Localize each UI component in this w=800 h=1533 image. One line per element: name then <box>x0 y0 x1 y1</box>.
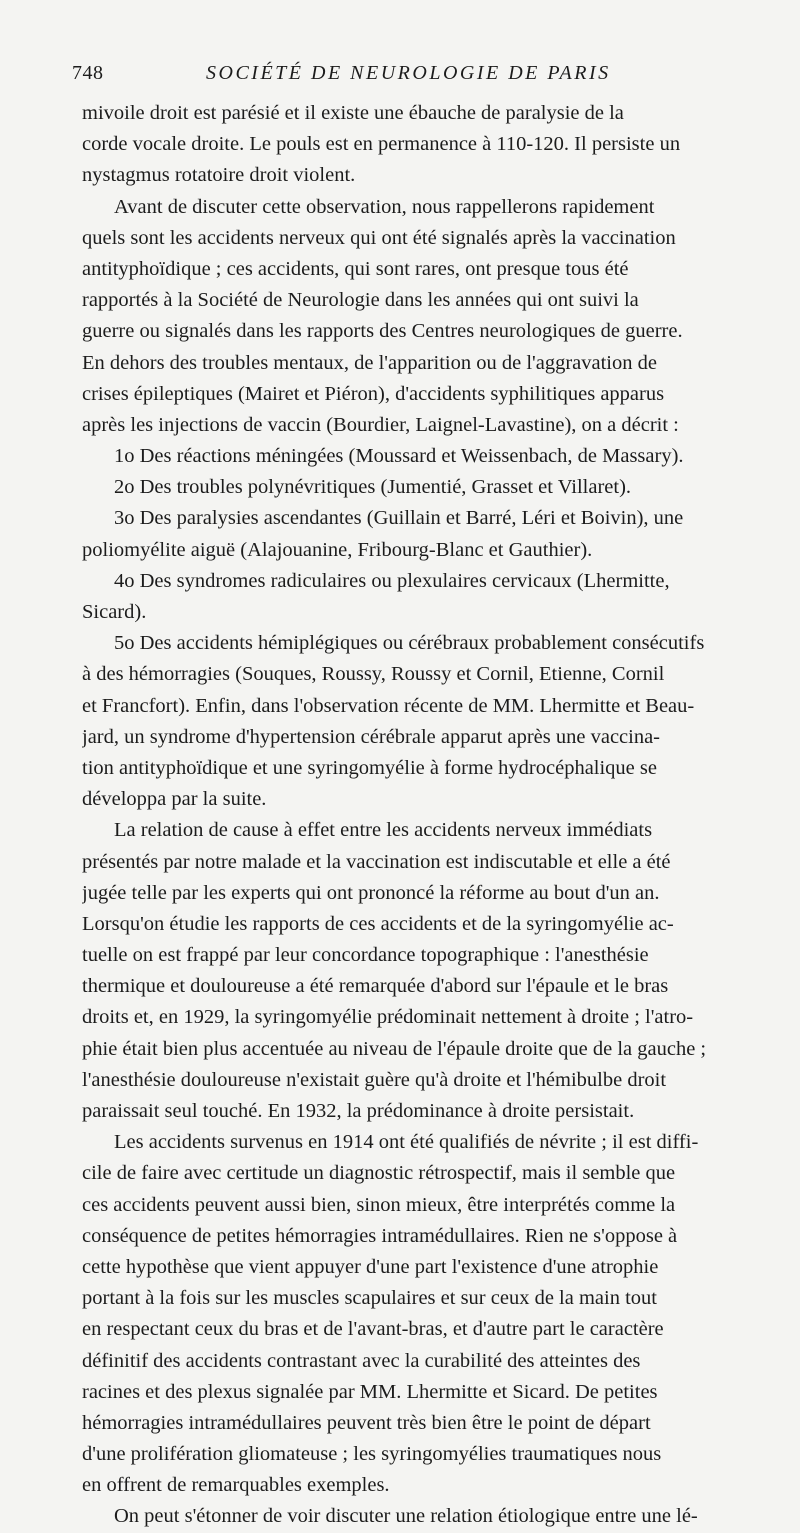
text-line: définitif des accidents contrastant avec la curabilité des atteintes des <box>82 1349 641 1372</box>
text-line: 4o Des syndromes radiculaires ou plexulaires cervicaux (Lhermitte, <box>114 569 670 592</box>
text-line: à des hémorragies (Souques, Roussy, Roussy et Cornil, Etienne, Cornil <box>82 663 665 686</box>
text-line: en respectant ceux du bras et de l'avant-bras, et d'autre part le caractère <box>82 1318 664 1341</box>
text-line: tuelle on est frappé par leur concordance topographique : l'anesthésie <box>82 944 649 967</box>
text-line: nystagmus rotatoire droit violent. <box>82 164 356 187</box>
text-line: portant à la fois sur les muscles scapulaires et sur ceux de la main tout <box>82 1287 657 1310</box>
text-line: droits et, en 1929, la syringomyélie prédominait nettement à droite ; l'atro- <box>82 1006 694 1029</box>
text-line: l'anesthésie douloureuse n'existait guère qu'à droite et l'hémibulbe droit <box>82 1068 667 1091</box>
text-line: jugée telle par les experts qui ont prononcé la réforme au bout d'un an. <box>82 881 660 904</box>
text-line: racines et des plexus signalée par MM. Lhermitte et Sicard. De petites <box>82 1380 658 1403</box>
text-line: tion antityphoïdique et une syringomyélie à forme hydrocéphalique se <box>82 756 657 779</box>
text-line: présentés par notre malade et la vaccination est indiscutable et elle a été <box>82 850 671 873</box>
text-line: rapportés à la Société de Neurologie dans les années qui ont suivi la <box>82 289 639 312</box>
text-line: corde vocale droite. Le pouls est en permanence à 110-120. Il persiste un <box>82 133 681 156</box>
text-line: Sicard). <box>82 601 147 623</box>
text-line: après les injections de vaccin (Bourdier, Laignel-Lavastine), on a décrit : <box>82 413 679 436</box>
text-line: antityphoïdique ; ces accidents, qui sont rares, ont presque tous été <box>82 257 629 280</box>
text-line: 1o Des réactions méningées (Moussard et Weissenbach, de Massary). <box>114 445 684 468</box>
text-line: ces accidents peuvent aussi bien, sinon mieux, être interprétés comme la <box>82 1193 676 1216</box>
text-line: hémorragies intramédullaires peuvent très bien être le point de départ <box>82 1411 651 1434</box>
text-line: Avant de discuter cette observation, nous rappellerons rapidement <box>114 195 655 218</box>
text-line: crises épileptiques (Mairet et Piéron), d'accidents syphilitiques apparus <box>82 382 665 405</box>
text-line: phie était bien plus accentuée au niveau de l'épaule droite que de la gauche ; <box>82 1037 707 1060</box>
text-line: paraissait seul touché. En 1932, la prédominance à droite persistait. <box>82 1100 635 1122</box>
text-line: 3o Des paralysies ascendantes (Guillain et Barré, Léri et Boivin), une <box>114 507 684 530</box>
text-line: Les accidents survenus en 1914 ont été qualifiés de névrite ; il est diffi- <box>114 1131 699 1154</box>
text-line: En dehors des troubles mentaux, de l'apparition ou de l'aggravation de <box>82 351 657 374</box>
text-line: On peut s'étonner de voir discuter une relation étiologique entre une lé- <box>114 1505 698 1528</box>
text-line: conséquence de petites hémorragies intramédullaires. Rien ne s'oppose à <box>82 1224 678 1247</box>
text-line: et Francfort). Enfin, dans l'observation récente de MM. Lhermitte et Beau- <box>82 694 695 717</box>
text-line: jard, un syndrome d'hypertension cérébrale apparut après une vaccina- <box>82 725 661 748</box>
text-line: mivoile droit est parésié et il existe une ébauche de paralysie de la <box>82 102 624 124</box>
running-header <box>72 62 772 92</box>
text-line: 5o Des accidents hémiplégiques ou cérébraux probablement consécutifs <box>114 632 705 655</box>
body-text <box>82 98 762 1533</box>
text-line: poliomyélite aiguë (Alajouanine, Fribourg-Blanc et Gauthier). <box>82 538 593 561</box>
text-line: Lorsqu'on étudie les rapports de ces accidents et de la syringomyélie ac- <box>82 912 674 935</box>
text-line: en offrent de remarquables exemples. <box>82 1474 390 1497</box>
text-line: cette hypothèse que vient appuyer d'une part l'existence d'une atrophie <box>82 1255 659 1278</box>
text-line: 2o Des troubles polynévritiques (Jumentié, Grasset et Villaret). <box>114 476 632 499</box>
page-number: 748 <box>72 62 104 84</box>
text-line: cile de faire avec certitude un diagnostic rétrospectif, mais il semble que <box>82 1162 676 1185</box>
journal-title: SOCIÉTÉ DE NEUROLOGIE DE PARIS <box>206 62 611 84</box>
text-line: La relation de cause à effet entre les accidents nerveux immédiats <box>114 819 653 842</box>
text-line: guerre ou signalés dans les rapports des Centres neurologiques de guerre. <box>82 320 683 343</box>
text-line: développa par la suite. <box>82 788 267 811</box>
text-line: quels sont les accidents nerveux qui ont été signalés après la vaccination <box>82 226 676 249</box>
text-line: thermique et douloureuse a été remarquée d'abord sur l'épaule et le bras <box>82 975 669 998</box>
text-line: d'une prolifération gliomateuse ; les syringomyélies traumatiques nous <box>82 1443 662 1466</box>
